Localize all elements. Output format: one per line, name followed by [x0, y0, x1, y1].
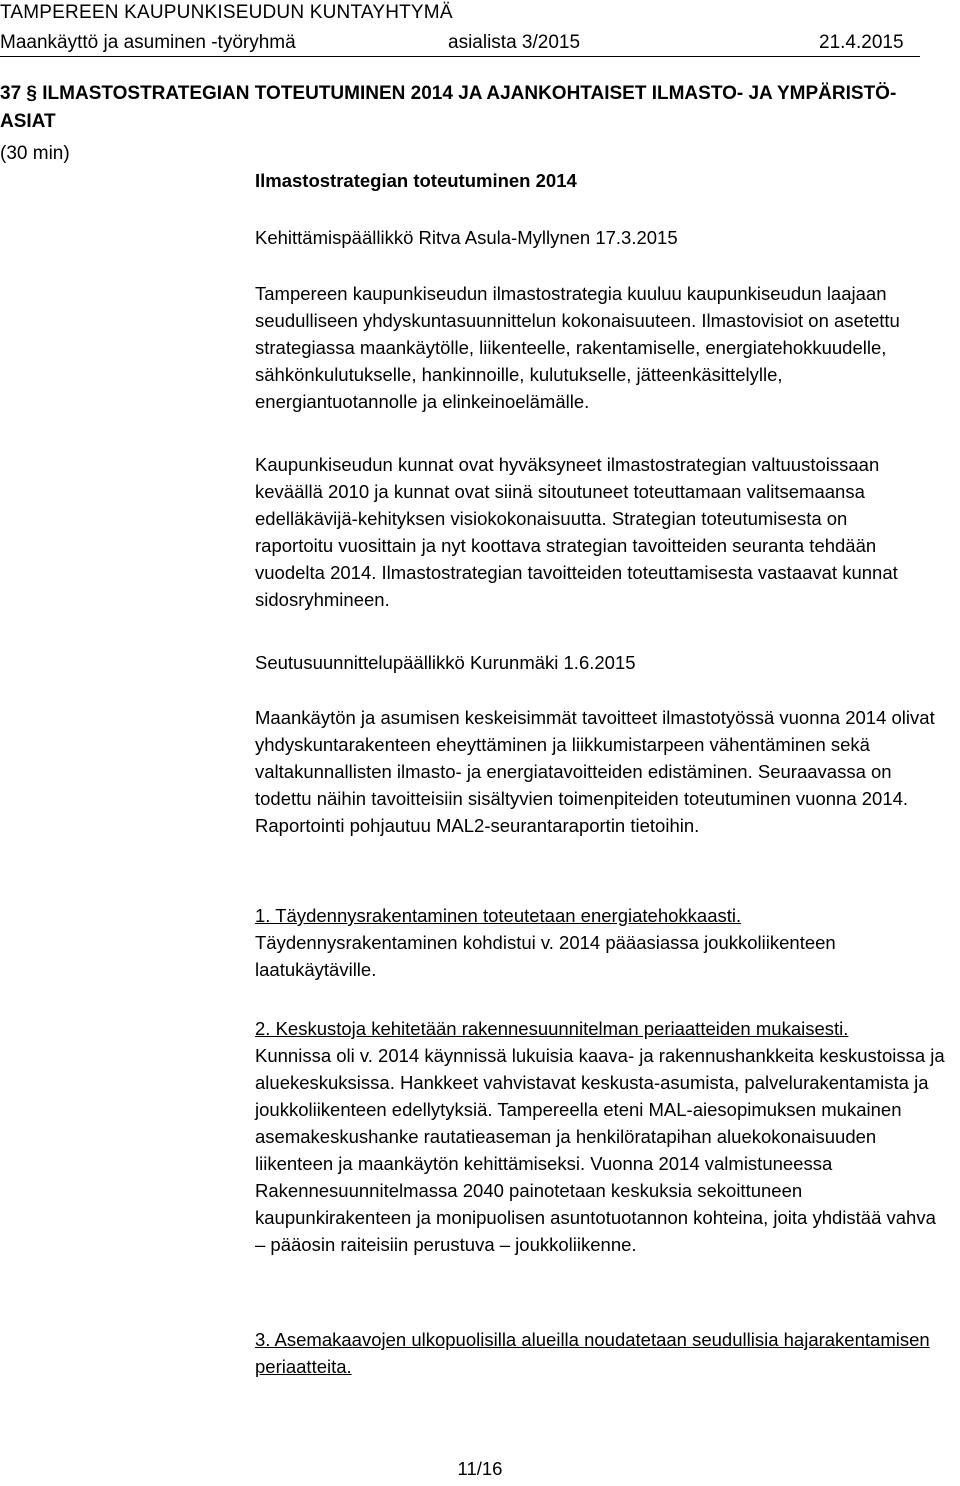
list-item — [255, 1326, 935, 1380]
document-date: 21.4.2015 — [819, 32, 904, 53]
paragraph: Maankäytön ja asumisen keskeisimmät tavoitteet ilmastotyössä vuonna 2014 olivat yhdyskuntarakenteen eheyttäminen ja liikkumistarpeen vähentäminen sekä valtakunnallisten ilmasto- ja energiatavoitteiden edistäminen. Seuraavassa on todettu näihin tavoitteisiin sisältyvien toimenpiteiden toteutuminen vuonna 2014. Raportointi pohjautuu MAL2-seurantaraportin tietoihin. — [255, 707, 935, 836]
list-item-heading: 3. Asemakaavojen ulkopuolisilla alueilla noudatetaan seudullisia hajarakentamisen periaatteita. — [255, 1329, 930, 1377]
header-info-line — [0, 32, 920, 57]
section-subtitle: Ilmastostrategian toteutuminen 2014 — [255, 170, 577, 191]
presenter-line: Seutusuunnittelupäällikkö Kurunmäki 1.6.2015 — [255, 652, 636, 673]
list-item — [255, 1015, 945, 1258]
page-number: 11/16 — [457, 1458, 503, 1479]
agenda-number: asialista 3/2015 — [448, 32, 581, 53]
list-item — [255, 902, 945, 983]
presenter-line: Kehittämispäällikkö Ritva Asula-Myllynen 17.3.2015 — [255, 227, 678, 248]
paragraph: Tampereen kaupunkiseudun ilmastostrategia kuuluu kaupunkiseudun laajaan seudulliseen yhdyskuntasuunnittelun kokonaisuuteen. Ilmastovisiot on asetettu strategiassa maankäytölle, liikenteelle, rakentamiselle, energiatehokkuudelle, sähkönkulutukselle, hankinnoille, kulutukselle, jätteenkäsittelylle, energiantuotannolle ja elinkeinoelämälle. — [255, 283, 900, 412]
list-item-body: Kunnissa oli v. 2014 käynnissä lukuisia kaava- ja rakennushankkeita keskustoissa ja aluekeskuksissa. Hankkeet vahvistavat keskusta-asumista, palvelurakentamista ja joukkoliikenteen edellytyksiä. Tampereella eteni MAL-aiesopimuksen mukainen asemakeskushanke rautatieaseman ja henkilöratapihan aluekokonaisuuden liikenteen ja maankäytön kehittämiseksi. Vuonna 2014 valmistuneessa Rakennesuunnitelmassa 2040 painotetaan keskuksia sekoittuneen kaupunkirakenteen ja monipuolisen asuntotuotannon kohteina, joita yhdistää vahva – pääosin raiteisiin perustuva – joukkoliikenne. — [255, 1045, 945, 1255]
working-group: Maankäyttö ja asuminen -työryhmä — [0, 32, 296, 53]
list-item-heading: 2. Keskustoja kehitetään rakennesuunnitelman periaatteiden mukaisesti. — [255, 1018, 849, 1039]
list-item-heading: 1. Täydennysrakentaminen toteutetaan energiatehokkaasti. — [255, 905, 742, 926]
paragraph: Kaupunkiseudun kunnat ovat hyväksyneet ilmastostrategian valtuustoissaan keväällä 2010 ja kunnat ovat siinä sitoutuneet toteuttamaan valitsemaansa edelläkävijä-kehityksen visiokokonaisuutta. Strategian toteutumisesta on raportoitu vuosittain ja nyt koottava strategian tavoitteiden seuranta tehdään vuodelta 2014. Ilmastostrategian tavoitteiden toteuttamisesta vastaavat kunnat sidosryhmineen. — [255, 454, 898, 610]
organization-name: TAMPEREEN KAUPUNKISEUDUN KUNTAYHTYMÄ — [0, 2, 453, 23]
list-item-body: Täydennysrakentaminen kohdistui v. 2014 pääasiassa joukkoliikenteen laatukäytäville. — [255, 932, 836, 980]
section-title: 37 § ILMASTOSTRATEGIAN TOTEUTUMINEN 2014 JA AJANKOHTAISET ILMASTO- JA YMPÄRISTÖ-ASIAT — [0, 83, 897, 132]
section-duration: (30 min) — [0, 143, 70, 164]
